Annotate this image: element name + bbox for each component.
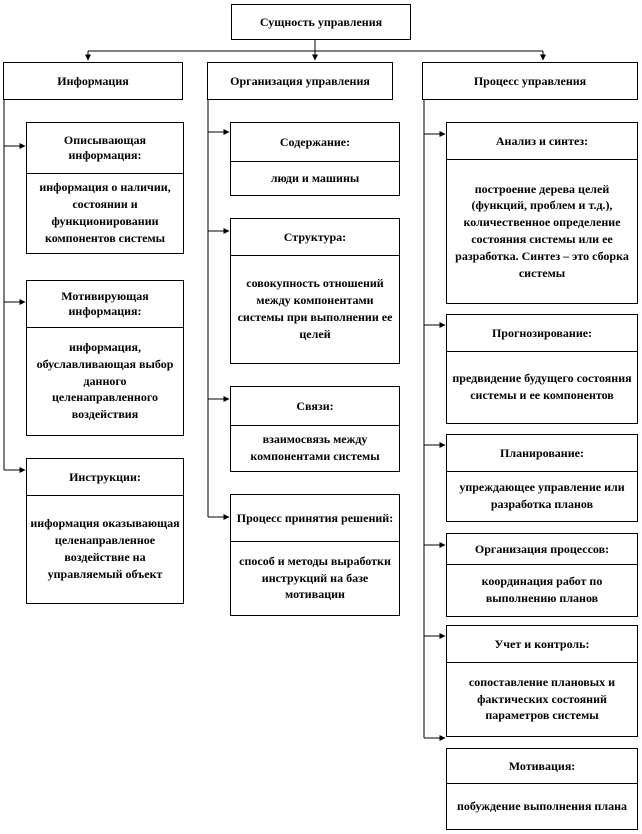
org-box-content — [230, 122, 400, 196]
proc-box-organization-body: координация работ по выполнению планов — [481, 574, 603, 605]
org-box-content-title: Содержание: — [231, 123, 399, 162]
proc-box-accounting-title: Учет и контроль: — [447, 626, 637, 663]
root-title: Сущность управления — [259, 14, 383, 29]
proc-box-planning-title: Планирование: — [447, 435, 637, 472]
org-box-content-body: люди и машины — [270, 170, 360, 185]
proc-box-motivation — [446, 748, 638, 830]
info-box-describing — [26, 122, 184, 254]
column-header-info-label: Информация — [57, 73, 129, 88]
proc-box-planning — [446, 434, 638, 522]
org-box-decision-process — [230, 494, 400, 616]
org-box-structure-body: совокупность отношений между компонентами системы при выполнении ее целей — [237, 276, 393, 341]
proc-box-analysis — [446, 122, 638, 304]
info-box-instructions-title: Инструкции: — [27, 459, 183, 496]
info-box-describing-title: Описывающая информация: — [27, 123, 183, 174]
proc-box-organization-title: Организация процессов: — [447, 534, 637, 565]
proc-box-analysis-title: Анализ и синтез: — [447, 123, 637, 160]
proc-box-analysis-body: построение дерева целей (функций, проблем и т.д.), количественное определение состояния системы или ее разработка. Синтез – это сборка системы — [455, 181, 629, 280]
proc-box-planning-body: упреждающее управление или разработка планов — [459, 480, 625, 511]
info-box-instructions — [26, 458, 184, 604]
column-header-proc-label: Процесс управления — [473, 73, 587, 88]
column-header-info — [3, 62, 183, 100]
org-box-structure — [230, 218, 400, 364]
proc-box-organization — [446, 533, 638, 617]
proc-box-motivation-title: Мотивация: — [447, 749, 637, 784]
org-box-links-body: взаимосвязь между компонентами системы — [250, 432, 380, 463]
org-box-links-title: Связи: — [231, 387, 399, 426]
proc-box-accounting — [446, 625, 638, 737]
org-box-structure-title: Структура: — [231, 219, 399, 256]
info-box-motivating-title: Мотивирующая информация: — [27, 281, 183, 328]
info-box-describing-body: информация о наличии, состоянии и функционировании компонентов системы — [39, 180, 171, 245]
proc-box-forecasting-body: предвидение будущего состояния системы и ее компонентов — [452, 371, 632, 402]
info-box-motivating-body: информация, обуславливающая выбор данного целенаправленного воздействия — [36, 340, 174, 422]
org-box-links — [230, 386, 400, 472]
info-box-motivating — [26, 280, 184, 436]
column-header-proc — [422, 62, 638, 100]
org-box-decision-process-title: Процесс принятия решений: — [231, 495, 399, 542]
root-box — [231, 4, 411, 40]
info-box-instructions-body: информация оказывающая целенаправленное воздействие на управляемый объект — [30, 516, 180, 581]
proc-box-motivation-body: побуждение выполнения плана — [456, 798, 627, 813]
proc-box-forecasting — [446, 314, 638, 424]
org-box-decision-process-body: способ и методы выработки инструкций на базе мотивации — [239, 553, 391, 602]
column-header-org-label: Организация управления — [230, 73, 370, 88]
column-header-org — [207, 62, 393, 100]
proc-box-accounting-body: сопоставление плановых и фактических состояний параметров системы — [468, 674, 616, 723]
proc-box-forecasting-title: Прогнозирование: — [447, 315, 637, 352]
